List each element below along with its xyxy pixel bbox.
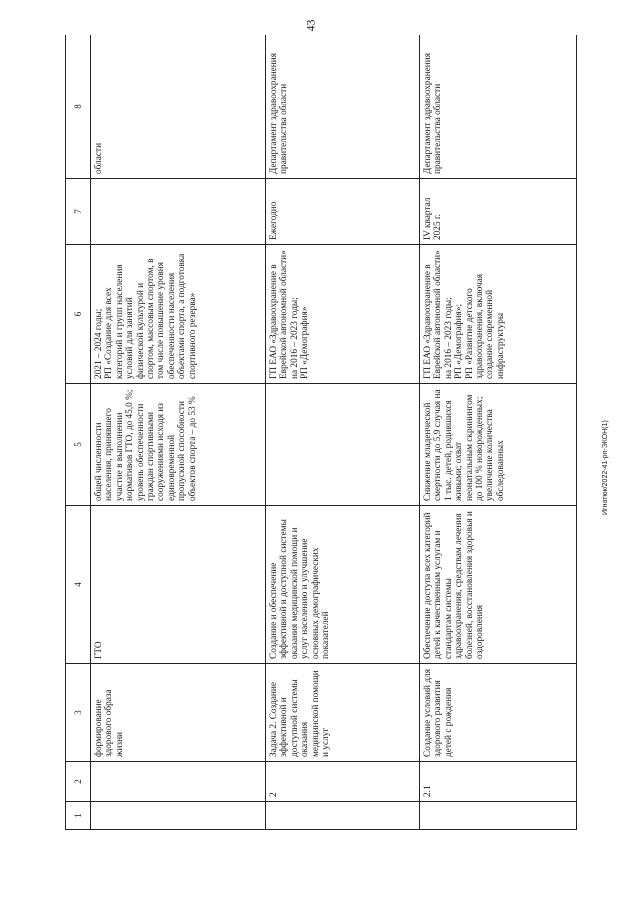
row1-col1 [91,802,266,830]
row3-col4: Обеспечение доступа всех категорий детей к качественным услугам и стандартам системы здравоохранения, средствам лечения болезней, восстановления здоровья и оздоровления [420,506,577,664]
header-cell-2: 2 [66,762,91,802]
table-row [420,35,577,830]
table-area [65,35,577,830]
header-cell-7: 7 [66,179,91,245]
rotated-table-container [65,35,577,830]
row3-col5: Снижение младенческой смертности до 5,9 случая на 1 тыс. детей, родившихся живыми; охват неонатальным скринингом до 100 % новорожденных; увеличение количества обследованных [420,384,577,506]
row2-col3: Задача 2. Создание эффективной и доступной системы оказания медицинской помощи и услуг [266,664,420,762]
header-row [66,35,91,830]
row1-col3: формирование здорового образа жизни [91,664,266,762]
row1-col6: 2021 – 2024 годы; РП «Создание для всех категорий и групп населения условий для занятий физической культурой и спортом, массовым спортом, в том числе повышение уровня обеспеченности населения объектами спорта, а подготовка спортивного резерва» [91,245,266,384]
header-cell-4: 4 [66,506,91,664]
table-row [91,35,266,830]
header-cell-8: 8 [66,35,91,179]
row3-col1 [420,802,577,830]
row1-col4: ГТО [91,506,266,664]
header-cell-6: 6 [66,245,91,384]
header-cell-1: 1 [66,802,91,830]
row2-col1 [266,802,420,830]
row3-col6: ГП ЕАО «Здравоохранение в Еврейской автономной области» на 2016 – 2023 годы; РП «Демография»; РП «Развитие детского здравоохранения, включая создание современной инфраструктуры [420,245,577,384]
measures-table [65,35,577,830]
row2-col4: Создание и обеспечение эффективной и доступной системы оказания медицинской помощи и услуг населению и улучшение основных демографических показателей [266,506,420,664]
row2-col2: 2 [266,762,420,802]
row1-col5: общей численности населения, принявшего участие в выполнении нормативов ГТО, до 45,0 %; уровень обеспеченности граждан спортивными сооружениями исходя из единовременной пропускной способности объектов спорта – до 53 % [91,384,266,506]
row1-col7 [91,179,266,245]
row3-col3: Создание условий для здорового развития детей с рождения [420,664,577,762]
row1-col8: области [91,35,266,179]
row3-col8: Департамент здравоохранения правительства области [420,35,577,179]
row2-col7: Ежегодно [266,179,420,245]
document-id-note: Игнатюк/2022-41-рп-ЭКОН(1) [602,420,609,515]
header-cell-3: 3 [66,664,91,762]
row1-col2 [91,762,266,802]
header-cell-5: 5 [66,384,91,506]
row2-col8: Департамент здравоохранения правительства области [266,35,420,179]
table-row [266,35,420,830]
row3-col7: IV квартал 2025 г. [420,179,577,245]
row2-col5 [266,384,420,506]
row2-col6: ГП ЕАО «Здравоохранение в Еврейской автономной области» на 2016 – 2023 годы; РП «Демография» [266,245,420,384]
row3-col2: 2.1 [420,762,577,802]
page-number: 43 [303,19,318,32]
